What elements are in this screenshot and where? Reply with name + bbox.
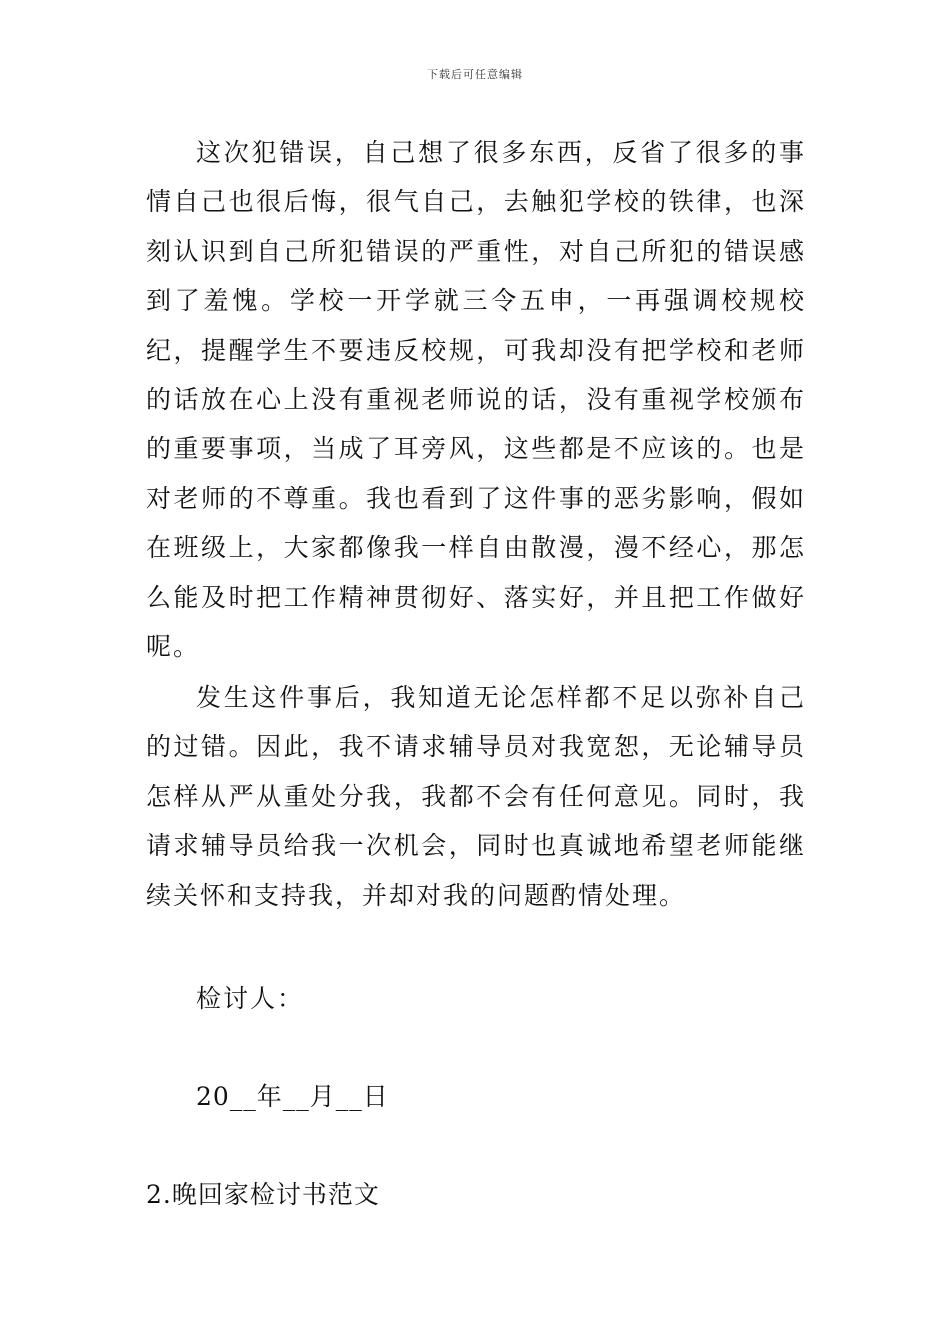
section-title: 2.晚回家检讨书范文 — [146, 1180, 380, 1209]
signer-line: 检讨人： — [196, 984, 305, 1013]
header-note: 下载后可任意编辑 — [427, 68, 523, 81]
body-paragraph-1: 这次犯错误，自己想了很多东西，反省了很多的事情自己也很后悔，很气自己，去触犯学校的铁律，也深刻认识到自己所犯错误的严重性，对自己所犯的错误感到了羞愧。学校一开学就三令五申，一再强调校规校纪，提醒学生不要违反校规，可我却没有把学校和老师的话放在心上没有重视老师说的话，没有重视学校颁布的重要事项，当成了耳旁风，这些都是不应该的。也是对老师的不尊重。我也看到了这件事的恶劣影响，假如在班级上，大家都像我一样自由散漫，漫不经心，那怎么能及时把工作精神贯彻好、落实好，并且把工作做好呢。 — [146, 138, 806, 662]
body-paragraph-2: 发生这件事后，我知道无论怎样都不足以弥补自己的过错。因此，我不请求辅导员对我宽恕，无论辅导员怎样从严从重处分我，我都不会有任何意见。同时，我请求辅导员给我一次机会，同时也真诚地希望老师能继续关怀和支持我，并却对我的问题酌情处理。 — [146, 683, 806, 910]
date-line: 20__年__月__日 — [196, 1082, 389, 1111]
